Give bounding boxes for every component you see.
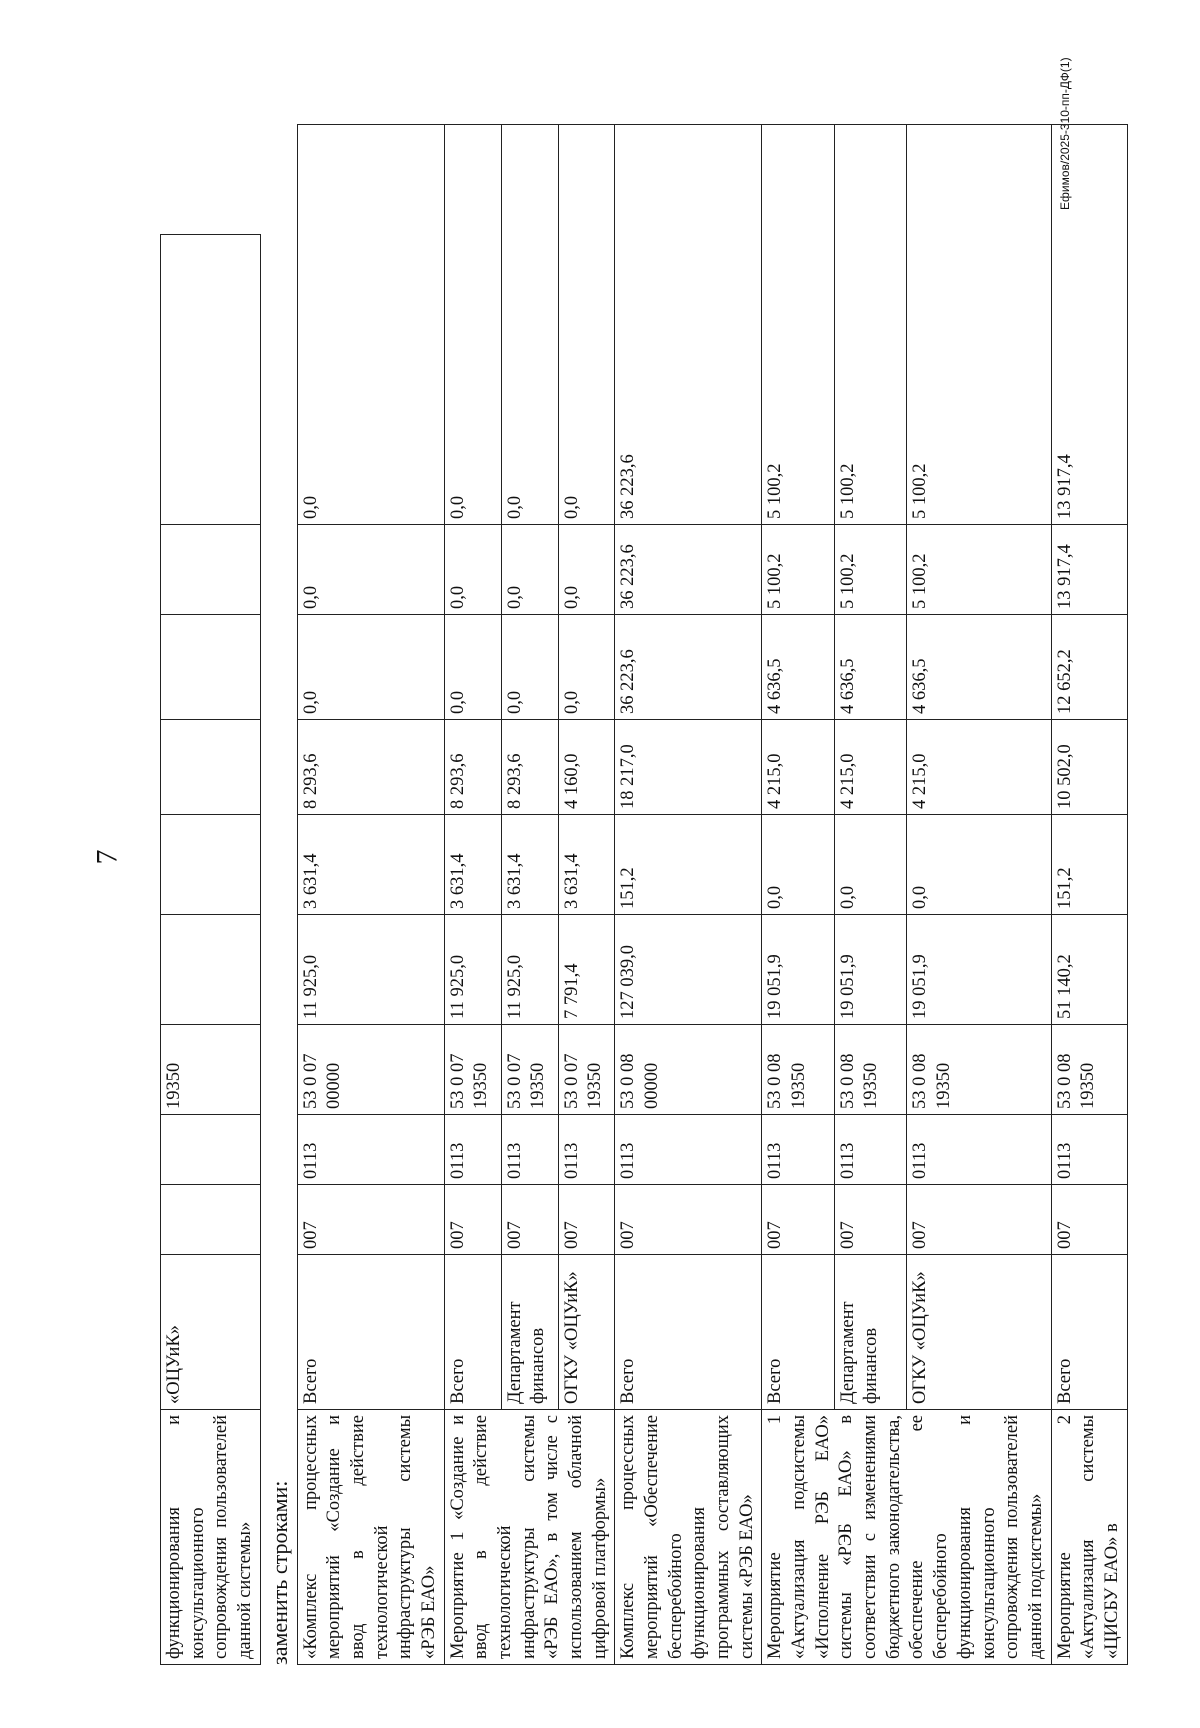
value-cell	[161, 815, 261, 915]
value-cell: 151,2	[615, 815, 762, 915]
value-cell: 0,0	[558, 125, 615, 525]
value-cell: 5 100,2	[834, 525, 906, 615]
value-cell: 0,0	[297, 525, 444, 615]
csr-cell: 53 0 08 00000	[615, 1025, 762, 1115]
value-cell: 0,0	[558, 525, 615, 615]
value-cell: 0,0	[501, 125, 558, 525]
grbs-cell: 007	[558, 1185, 615, 1255]
value-cell	[161, 915, 261, 1025]
value-cell: 36 223,6	[615, 125, 762, 525]
value-cell: 151,2	[1051, 815, 1127, 915]
measure-description: «Комплекс процессных мероприятий «Создание и ввод в действие технологической инфраструктуры системы «РЭБ ЕАО»	[297, 1410, 444, 1665]
executor-cell: «ОЦУиК»	[161, 1255, 261, 1410]
value-cell: 4 636,5	[906, 615, 1051, 720]
rzpr-cell: 0113	[558, 1115, 615, 1185]
value-cell: 12 652,2	[1051, 615, 1127, 720]
value-cell: 0,0	[297, 615, 444, 720]
value-cell: 4 160,0	[558, 720, 615, 815]
grbs-cell: 007	[297, 1185, 444, 1255]
value-cell: 8 293,6	[297, 720, 444, 815]
value-cell: 0,0	[558, 615, 615, 720]
measure-description: функционирования и консультационного сопровождения пользователей данной системы»	[161, 1410, 261, 1665]
continued-table	[160, 234, 261, 1665]
value-cell: 0,0	[501, 525, 558, 615]
executor-cell: Всего	[444, 1255, 501, 1410]
value-cell: 11 925,0	[444, 915, 501, 1025]
value-cell: 5 100,2	[906, 525, 1051, 615]
value-cell: 0,0	[762, 815, 834, 915]
continued-row	[161, 235, 261, 1665]
value-cell: 11 925,0	[297, 915, 444, 1025]
csr-cell: 53 0 08 19350	[1051, 1025, 1127, 1115]
table-row	[762, 125, 834, 1665]
grbs-cell: 007	[501, 1185, 558, 1255]
executor-cell: Всего	[1051, 1255, 1127, 1410]
value-cell: 18 217,0	[615, 720, 762, 815]
table-row	[297, 125, 444, 1665]
executor-cell: ОГКУ «ОЦУиК»	[906, 1255, 1051, 1410]
table-row	[1051, 125, 1127, 1665]
rzpr-cell	[161, 1115, 261, 1185]
value-cell: 0,0	[297, 125, 444, 525]
replacement-table	[297, 124, 1128, 1665]
grbs-cell: 007	[762, 1185, 834, 1255]
measure-description: Комплекс процессных мероприятий «Обеспечение бесперебойного функционирования программных составляющих системы «РЭБ ЕАО»	[615, 1410, 762, 1665]
value-cell: 10 502,0	[1051, 720, 1127, 815]
page-number: 7	[90, 849, 124, 865]
value-cell: 0,0	[501, 615, 558, 720]
value-cell: 0,0	[444, 525, 501, 615]
value-cell	[161, 235, 261, 525]
grbs-cell: 007	[444, 1185, 501, 1255]
value-cell: 5 100,2	[762, 525, 834, 615]
grbs-cell: 007	[906, 1185, 1051, 1255]
value-cell: 3 631,4	[558, 815, 615, 915]
value-cell	[161, 525, 261, 615]
value-cell: 0,0	[444, 615, 501, 720]
csr-cell: 53 0 07 19350	[558, 1025, 615, 1115]
rzpr-cell: 0113	[834, 1115, 906, 1185]
value-cell: 3 631,4	[444, 815, 501, 915]
grbs-cell: 007	[1051, 1185, 1127, 1255]
value-cell	[161, 720, 261, 815]
rzpr-cell: 0113	[906, 1115, 1051, 1185]
executor-cell: Департамент финансов	[501, 1255, 558, 1410]
table-row	[615, 125, 762, 1665]
measure-description: Мероприятие 1 «Актуализация подсистемы «Исполнение РЭБ ЕАО» системы «РЭБ ЕАО» в соответствии с изменениями бюджетного законодательства, обеспечение ее бесперебойного функционирования и консультационного сопровождения пользователей данной подсистемы»	[762, 1410, 1051, 1665]
measure-description: Мероприятие 2 «Актуализация системы «ЦИСБУ ЕАО» в	[1051, 1410, 1127, 1665]
value-cell: 19 051,9	[762, 915, 834, 1025]
executor-cell: Всего	[297, 1255, 444, 1410]
value-cell: 4 215,0	[834, 720, 906, 815]
value-cell: 13 917,4	[1051, 525, 1127, 615]
document-code: Ефимов/2025-310-пп-ДФ(1)	[1058, 57, 1072, 210]
csr-cell: 53 0 07 00000	[297, 1025, 444, 1115]
csr-cell: 53 0 08 19350	[906, 1025, 1051, 1115]
value-cell: 4 215,0	[762, 720, 834, 815]
value-cell	[161, 615, 261, 720]
executor-cell: Департамент финансов	[834, 1255, 906, 1410]
value-cell: 127 039,0	[615, 915, 762, 1025]
value-cell: 19 051,9	[834, 915, 906, 1025]
rzpr-cell: 0113	[501, 1115, 558, 1185]
grbs-cell: 007	[615, 1185, 762, 1255]
value-cell: 36 223,6	[615, 615, 762, 720]
rzpr-cell: 0113	[297, 1115, 444, 1185]
value-cell: 19 051,9	[906, 915, 1051, 1025]
value-cell: 0,0	[834, 815, 906, 915]
grbs-cell: 007	[834, 1185, 906, 1255]
rzpr-cell: 0113	[615, 1115, 762, 1185]
value-cell: 4 636,5	[762, 615, 834, 720]
value-cell: 5 100,2	[762, 125, 834, 525]
executor-cell: Всего	[762, 1255, 834, 1410]
value-cell: 5 100,2	[834, 125, 906, 525]
value-cell: 13 917,4	[1051, 125, 1127, 525]
value-cell: 5 100,2	[906, 125, 1051, 525]
value-cell: 0,0	[444, 125, 501, 525]
value-cell: 3 631,4	[297, 815, 444, 915]
value-cell: 8 293,6	[501, 720, 558, 815]
grbs-cell	[161, 1185, 261, 1255]
rzpr-cell: 0113	[762, 1115, 834, 1185]
csr-cell: 53 0 07 19350	[501, 1025, 558, 1115]
table-row	[444, 125, 501, 1665]
csr-cell: 19350	[161, 1025, 261, 1115]
csr-cell: 53 0 07 19350	[444, 1025, 501, 1115]
rzpr-cell: 0113	[444, 1115, 501, 1185]
measure-description: Мероприятие 1 «Создание и ввод в действие технологической инфраструктуры системы «РЭБ ЕАО», в том числе с использованием облачной цифровой платформы»	[444, 1410, 615, 1665]
rzpr-cell: 0113	[1051, 1115, 1127, 1185]
csr-cell: 53 0 08 19350	[834, 1025, 906, 1115]
csr-cell: 53 0 08 19350	[762, 1025, 834, 1115]
value-cell: 51 140,2	[1051, 915, 1127, 1025]
value-cell: 0,0	[906, 815, 1051, 915]
value-cell: 8 293,6	[444, 720, 501, 815]
value-cell: 7 791,4	[558, 915, 615, 1025]
executor-cell: Всего	[615, 1255, 762, 1410]
value-cell: 11 925,0	[501, 915, 558, 1025]
value-cell: 4 215,0	[906, 720, 1051, 815]
value-cell: 4 636,5	[834, 615, 906, 720]
replace-heading: заменить строками:	[266, 1480, 292, 1665]
value-cell: 36 223,6	[615, 525, 762, 615]
value-cell: 3 631,4	[501, 815, 558, 915]
executor-cell: ОГКУ «ОЦУиК»	[558, 1255, 615, 1410]
